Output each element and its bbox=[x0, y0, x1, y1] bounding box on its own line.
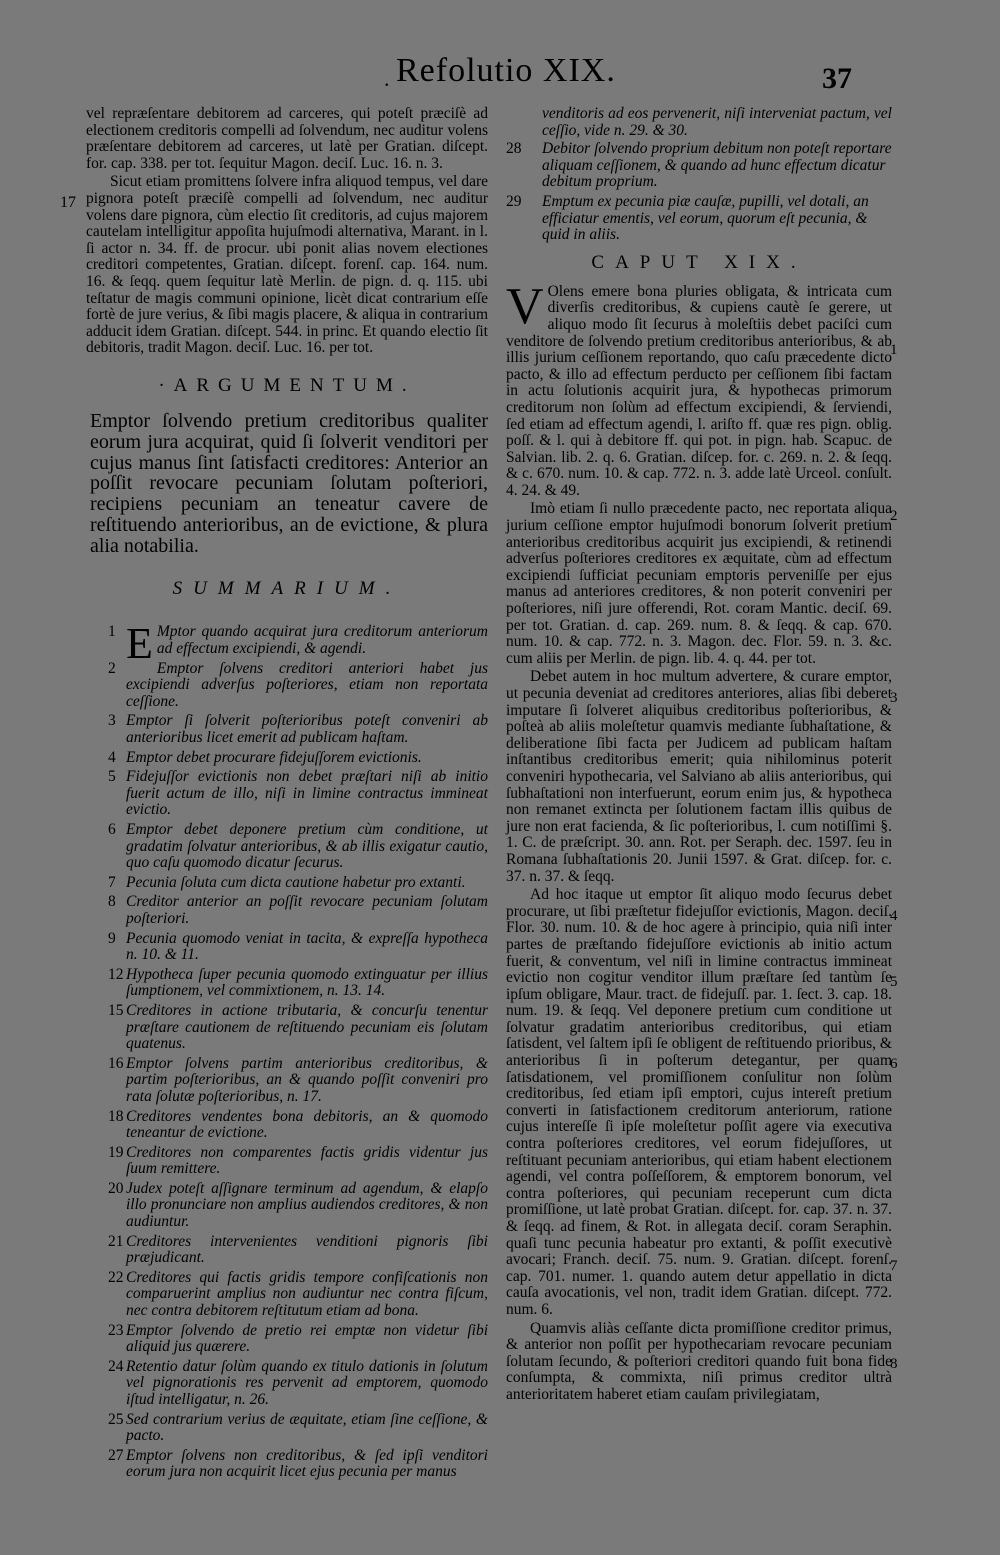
summarium-item bbox=[86, 769, 488, 819]
summarium-item bbox=[86, 1234, 488, 1267]
summarium-item bbox=[86, 1323, 488, 1356]
paragraph-4: Ad hoc itaque ut emptor ſit aliquo modo ſecurus debet procurare, ut ſibi præſtetur fidejuſſor evictionis, Magon. deciſ. Flor. 30. num. 10. & de hoc agere à principio, quia niſi inter partes de præſtando fidejuſſore evictionis ab initio actum fuerit, & conventum, vel niſi in limine contractus immineat evictio non cogitur venditor illum præſtare ſed tantùm ſe ipſum obligare, Maur. tract. de fidejuſſ. par. 1. ſect. 3. cap. 18. num. 19. & ſeqq. Vel deponere pretium cum conditione ut ſolvatur gradatim anterioribus creditoribus, qui etiam ſatisdent, vel ſaltem ipſi ſe obligent de reſtituendo prioribus, & anterioribus ſi in poſterum detegantur, per quam ſatisdationem, vel promiſſionem conſulitur non ſolùm creditoribus, ſed etiam ipſi emptori, cujus intereſt pretium converti in ſatisfactionem creditorum anteriorum, ratione cujus intereſſe ſi ipſe moleſtetur poſſit agere via executiva contra poſteriores creditores, vel eorum fidejuſſores, ut reſtituant pecuniam anterioribus, qui etiam habent electionem agendi, vel contra poſſeſſorem, & emptorem bonorum, vel contra poſteriores, qui pecuniam receperunt cum dicta promiſſione, ut latè probat Gratian. diſcept. for. cap. 37. n. 37. & ſeqq. ad finem, & Rot. in allegata deciſ. coram Seraphin. quaſi tunc pecunia habeatur pro extanti, & poſſit executivè avocari; Franch. deciſ. 75. num. 9. Gratian. diſcept. forenſ. cap. 701. numer. 1. quando autem detur appellatio in dicta cauſa avocationis, vel non, tradit idem Gratian. diſcept. 772. num. 6. bbox=[506, 886, 892, 1318]
summarium-item-text: Emptor debet procurare fidejuſſorem evictionis. bbox=[126, 748, 422, 766]
caput-heading: CAPUT XIX. bbox=[591, 251, 807, 273]
summarium-item bbox=[86, 619, 488, 669]
summarium-item-number: 1 bbox=[108, 623, 116, 641]
summarium-item-number: 3 bbox=[108, 712, 116, 730]
argumentum-mark: · bbox=[158, 374, 174, 396]
summarium-item-text: Emptor debet deponere pretium cùm conditione, ut gradatim ſolvatur anterioribus, & ab illis exigatur cautio, quo caſu quomodo dicatur ſecurus. bbox=[126, 821, 488, 872]
summarium-item-number: 29 bbox=[506, 192, 522, 210]
summarium-item-text: Sed contrarium verius de æquitate, etiam ſine ceſſione, & pacto. bbox=[126, 1410, 488, 1445]
summarium-item bbox=[86, 875, 488, 892]
margin-number-1: 1 bbox=[890, 342, 898, 358]
summary-items-right bbox=[506, 141, 892, 244]
summarium-item-text: Creditores non comparentes factis gridis videntur jus ſuum remittere. bbox=[126, 1143, 488, 1178]
margin-number-17: 17 bbox=[60, 194, 76, 211]
margin-number-6: 6 bbox=[890, 1056, 898, 1072]
summarium-item-number: 2 bbox=[108, 659, 116, 677]
margin-number-7: 7 bbox=[890, 1258, 898, 1274]
summarium-item-text: Emptor ſolvens non creditoribus, & ſed ipſi venditori eorum jura non acquirit licet ejus pecunia per manus bbox=[126, 1446, 488, 1481]
summarium-item-number: 9 bbox=[108, 929, 116, 947]
summarium-item bbox=[86, 1181, 488, 1231]
summarium-item bbox=[86, 1270, 488, 1320]
summarium-item-number: 23 bbox=[108, 1321, 124, 1339]
summarium-item-text: Debitor ſolvendo proprium debitum non poteſt reportare aliquam ceſſionem, & quando ad hunc effectum dicatur debitum proprium. bbox=[542, 140, 892, 191]
summarium-item-number: 19 bbox=[108, 1143, 124, 1161]
margin-number-5: 5 bbox=[890, 974, 898, 990]
summarium-item bbox=[506, 141, 892, 191]
summarium-item-number: 4 bbox=[108, 748, 116, 766]
margin-number-4: 4 bbox=[890, 908, 898, 924]
summarium-item-text: Judex poteſt aſſignare terminum ad agendum, & elapſo illo pronunciare non amplius audiendos creditores, & non audiuntur. bbox=[126, 1179, 488, 1231]
summarium-heading: SUMMARIUM. bbox=[172, 578, 402, 600]
summarium-item bbox=[86, 1448, 488, 1481]
page-number: 37 bbox=[822, 62, 852, 95]
opening-paragraph: vel repræſentare debitorem ad carceres, qui poteſt præciſè ad electionem creditoris compelli ad ſolvendum, nec auditur volens præſentare debitorem ad carceres, ut latè per Gratian. diſcept. for. cap. 338. per tot. ſequitur Magon. deciſ. Luc. 16. n. 3. bbox=[86, 105, 488, 172]
summarium-item bbox=[86, 661, 488, 711]
summarium-item-text: Emptor ſolvens creditori anteriori habet jus excipiendi adverſus poſteriores, etiam non reportata ceſſione. bbox=[126, 659, 488, 710]
paragraph-2: Imò etiam ſi nullo præcedente pacto, nec reportata aliqua jurium ceſſione emptor hujuſmodi bonorum ſolverit pretium anterioribus creditoribus acquirit jus excipiendi, & retinendi adverſus poſteriores creditores ex æquitate, cùm ad effectum excipiendi ſufficiat pecuniam emptoris perveniſſe per ejus manus ad anteriores creditores, & non poterit conveniri per poſteriores, niſi jure offerendi, Rot. coram Mantic. deciſ. 69. per tot. Gratian. d. cap. 269. num. 8. & ſeqq. & cap. 670. num. 10. & cap. 772. n. 3. Magon. dec. Flor. 59. n. 3. &c. cum aliis per Merlin. de pign. lib. 4. q. 44. per tot. bbox=[506, 500, 892, 667]
summarium-item bbox=[506, 194, 892, 244]
header-mark: . bbox=[384, 66, 390, 91]
summarium-item bbox=[86, 1109, 488, 1142]
summarium-item-number: 16 bbox=[108, 1054, 124, 1072]
paragraph-17: Sicut etiam promittens ſolvere infra aliquod tempus, vel dare pignora poteſt præciſè compelli ad ſolvendum, nec auditur volens dare pignora, cùm electio ſit creditoris, ad cujus majorem cautelam intelligitur appoſita hujuſmodi alternativa, Marant. in l. ſi actor n. 34. ff. de procur. ubi ponit alias novem electiones creditori competentes, Gratian. diſcept. forenſ. cap. 164. num. 16. & ſeqq. quem ſequitur latè Merlin. de pign. d. q. 115. ubi teſtatur de magis communi opinione, licèt dicat contrarium eſſe fortè de jure verius, & ſibi magis placere, & aliqua in contrarium adducit idem Gratian. diſcept. 544. in princ. Et quando electio ſit debitoris, tradit Magon. deciſ. Luc. 16. per tot. bbox=[86, 173, 488, 357]
summarium-item-text: Mptor quando acquirat jura creditorum anteriorum ad effectum excipiendi, & agendi. bbox=[156, 623, 488, 658]
right-column bbox=[506, 106, 892, 1404]
summarium-item bbox=[86, 1003, 488, 1053]
argumentum-text: Emptor ſolvendo pretium creditoribus qualiter eorum jura acquirat, quid ſi ſolverit venditori per cujus manus ſint ſatisfacti creditores: Anterior an poſſit revocare pecuniam ſolutam poſteriori, recipiens pecuniam an teneatur cavere de reſtituendo anterioribus, an de evictione, & plura alia notabilia. bbox=[90, 409, 488, 557]
summarium-item-text: Creditor anterior an poſſit revocare pecuniam ſolutam poſteriori. bbox=[126, 893, 488, 927]
summarium-item-text: Emptor ſi ſolverit poſterioribus poteſt conveniri ab anterioribus licet emerit ad publicam haſtam. bbox=[126, 712, 488, 747]
running-title: Refolutio XIX. bbox=[396, 52, 616, 89]
summarium-item-number: 28 bbox=[506, 140, 522, 158]
margin-number-8: 8 bbox=[890, 1356, 898, 1372]
summarium-item bbox=[86, 967, 488, 1000]
summarium-item-number: 18 bbox=[108, 1107, 124, 1125]
summarium-item bbox=[86, 1145, 488, 1178]
summarium-item-text: Creditores in actione tributaria, & concurſu tenentur præſtare cautionem de reſtituendo pecuniam eis ſolutam quatenus. bbox=[126, 1001, 488, 1053]
summarium-item-text: Pecunia quomodo veniat in tacita, & expreſſa hypotheca n. 10. & 11. bbox=[126, 929, 488, 964]
summarium-item-text: Emptum ex pecunia piæ cauſæ, pupilli, vel dotali, an efficiatur ementis, vel eorum, quorum eſt pecunia, & quid in aliis. bbox=[542, 192, 869, 244]
summarium-item bbox=[86, 931, 488, 964]
summarium-item-number: 25 bbox=[108, 1410, 124, 1428]
summarium-item-text: Creditores vendentes bona debitoris, an & quomodo teneantur de evictione. bbox=[126, 1107, 488, 1142]
left-column bbox=[86, 106, 488, 1484]
summarium-item-text: Emptor ſolvens partim anterioribus creditoribus, & partim poſterioribus, an & quando poſſit conveniri pro rata ſolutæ poſterioribus, n. 17. bbox=[126, 1054, 488, 1105]
margin-number-2: 2 bbox=[890, 508, 898, 524]
summarium-item-text: Retentio datur ſolùm quando ex titulo dationis in ſolutum vel pignorationis res pervenit ad emptorem, quomodo iſtud intelligatur, n. 26. bbox=[126, 1357, 488, 1409]
summarium-item-number: 7 bbox=[108, 873, 116, 891]
summarium-item-text: Fidejuſſor evictionis non debet præſtari niſi ab initio fuerit actum de illo, niſi in limine contractus immineat evictio. bbox=[126, 768, 488, 819]
summarium-item-number: 20 bbox=[108, 1179, 124, 1197]
summarium-item-number: 24 bbox=[108, 1357, 124, 1375]
summarium-item-text: Emptor ſolvendo de pretio rei emptæ non videtur ſibi aliquid jus quærere. bbox=[126, 1321, 488, 1356]
summarium-item-number: 21 bbox=[108, 1232, 124, 1250]
summarium-item-number: 6 bbox=[108, 821, 116, 839]
summarium-item-number: 27 bbox=[108, 1446, 124, 1464]
summarium-list bbox=[86, 619, 488, 1481]
summarium-item-text: Pecunia ſoluta cum dicta cautione habetur pro extanti. bbox=[126, 873, 466, 891]
drop-cap: V bbox=[506, 277, 544, 335]
margin-number-3: 3 bbox=[890, 690, 898, 706]
argumentum-heading: ·ARGUMENTUM. bbox=[158, 374, 416, 396]
summarium-item bbox=[86, 713, 488, 746]
summarium-item-text: Creditores intervenientes venditioni pignoris ſibi præjudicant. bbox=[126, 1232, 488, 1267]
summarium-item-number: 8 bbox=[108, 893, 116, 911]
summarium-item bbox=[86, 822, 488, 872]
paragraph-5: Quamvis aliàs ceſſante dicta promiſſione creditor primus, & anterior non poſſit per hypothecariam revocare pecuniam ſolutam ſecundo, & poſteriori creditori quando fuit bona fide conſumpta, & commixta, niſi primus creditor ultrà anterioritatem haberet etiam cauſam privilegiatam, bbox=[506, 1319, 892, 1403]
summarium-item-number: 15 bbox=[108, 1001, 124, 1019]
summarium-item-number: 12 bbox=[108, 965, 124, 983]
summarium-item bbox=[86, 894, 488, 927]
summarium-item-text: Creditores qui factis gridis tempore confiſcationis non comparuerint amplius non audiuntur nec contra fiſcum, nec contra debitorem reſtitutum etiam ad bona. bbox=[126, 1268, 488, 1320]
summarium-item-text: Hypotheca ſuper pecunia quomodo extinguatur per illius ſumptionem, vel commixtionem, n. 13. 14. bbox=[126, 965, 488, 1000]
paragraph-3: Debet autem in hoc multum advertere, & curare emptor, ut pecunia deveniat ad creditores anteriores, alias ſibi deberet imputare ſi ſolveret aliquibus creditoribus poſterioribus, & poſteà ab aliis moleſtetur quamvis mediante ſubhaſtatione, & deliberatione ſibi facta per Judicem ad publicam haſtam inſtantibus creditoribus emerit; quia nihilominus poterit conveniri hypothecaria, vel Salviano ab aliis anterioribus, qui ſubhaſtationi non interfuerunt, eorum enim jus, & hypotheca non remanet extincta per ſolutionem factam illis quibus de jure non erat facienda, & ſic poſterioribus, l. cum notiſſimi §. 1. C. de præſcript. 30. ann. Rot. per Seraph. dec. 1597. ſeu in Romana ſubhaſtationis 20. Junii 1597. & Grat. diſcep. for. c. 37. n. 37. & ſeqq. bbox=[506, 668, 892, 885]
paragraph-1: V Olens emere bona pluries obligata, & intricata cum diverſis creditoribus, & cupiens cautè ſe gerere, ut aliquo modo ſit ſecurus à moleſtiis debet paciſci cum venditore de ſolvendo pretium creditoribus anterioribus, & ab illis jurium ceſſionem reportando, quo caſu præcedente dicto pacto, & illo ad effectum perducto per ceſſionem ſibi factam in actu ſolutionis acquirit jura, & hypothecas primorum creditorum non ſolùm ad effectum excipiendi, & ſerviendi, ſed etiam ad effectum agendi, l. ariſto ff. quæ res pign. oblig. poſſ. & l. qui à debitore ff. qui pot. in pign. hab. Scapuc. de Salvian. lib. 2. q. 6. Gratian. diſcep. for. c. 269. n. 2. & ſeqq. & c. 670. num. 10. & cap. 772. n. 3. adde latè Urceol. conſult. 4. 24. & 49. bbox=[506, 277, 892, 499]
summarium-item bbox=[86, 1056, 488, 1106]
summarium-drop-cap: E bbox=[126, 619, 153, 669]
summary-continuation: venditoris ad eos pervenerit, niſi interveniat pactum, vel ceſſio, vide n. 29. & 30. bbox=[542, 105, 892, 139]
summarium-item-number: 5 bbox=[108, 768, 116, 786]
summarium-item bbox=[86, 1359, 488, 1409]
summarium-item bbox=[86, 1412, 488, 1445]
summarium-item-number: 22 bbox=[108, 1268, 124, 1286]
summarium-item bbox=[86, 750, 488, 767]
